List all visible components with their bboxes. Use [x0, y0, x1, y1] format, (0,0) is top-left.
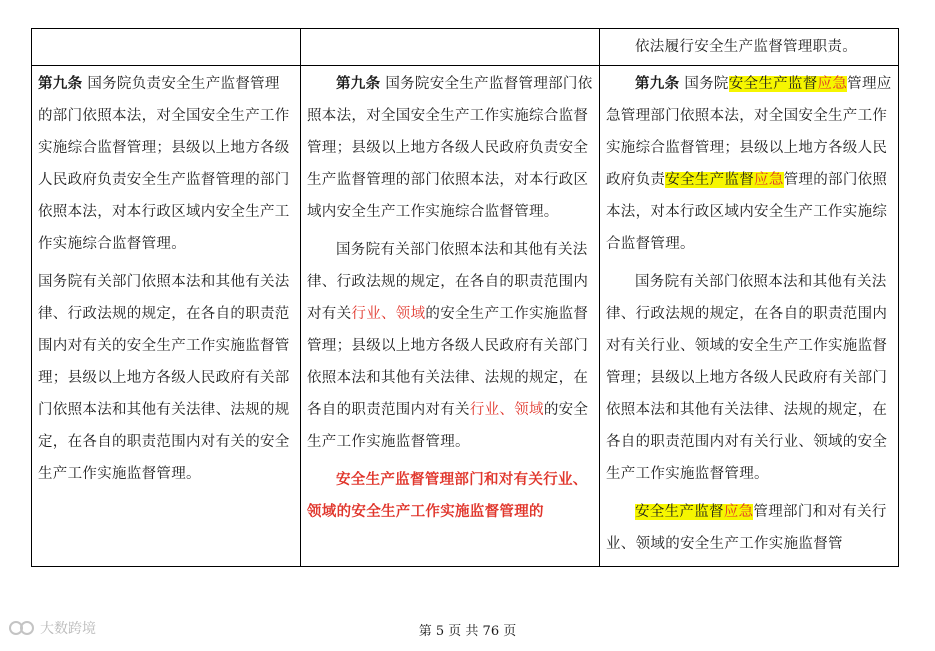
- watermark: [8, 618, 96, 638]
- col3-para2: 国务院有关部门依照本法和其他有关法律、行政法规的规定，在各自的职责范围内对有关行业、领域的安全生产工作实施监督管理；县级以上地方各级人民政府有关部门依照本法和其他有关法律、法规的规定，在各自的职责范围内对有关行业、领域的安全生产工作实施监督管理。: [606, 274, 888, 482]
- col1-para1-text: 国务院负责安全生产监督管理的部门依照本法，对全国安全生产工作实施综合监督管理；县级以上地方各级人民政府负责安全生产监督管理的部门依照本法，对本行政区域内安全生产工作实施综合监督管理。: [38, 76, 290, 252]
- cell-col1: [32, 66, 301, 567]
- col1-para2: 国务院有关部门依照本法和其他有关法律、行政法规的规定，在各自的职责范围内对有关的安全生产工作实施监督管理；县级以上地方各级人民政府有关部门依照本法和其他有关法律、法规的规定，在各自的职责范围内对有关的安全生产工作实施监督管理。: [38, 274, 290, 482]
- col3-para1-b: 管理应急管理部门依照本法，对全国安全生产工作实施综合监督管理；县级以上地方各级人民政府负责: [606, 76, 892, 188]
- comparison-table: [31, 28, 899, 567]
- col3-para1-a: 国务院: [684, 76, 729, 92]
- col2-para1-text: 国务院安全生产监督管理部门依照本法，对全国安全生产工作实施综合监督管理；县级以上地方各级人民政府负责安全生产监督管理的部门依照本法，对本行政区域内安全生产工作实施综合监督管理。: [307, 76, 593, 220]
- col3-para3-red: 应急: [723, 504, 754, 520]
- top-cell-col3-text: 依法履行安全生产监督管理职责。: [635, 39, 857, 55]
- col3-para1-hl2: 安全生产监督: [665, 172, 755, 188]
- col2-para2-red2: 行业、领域: [469, 402, 544, 418]
- cell-col2: [301, 66, 600, 567]
- col2-para1: [307, 68, 593, 228]
- col2-para3: 安全生产监督管理部门和对有关行业、领域的安全生产工作实施监督管理的: [307, 471, 588, 520]
- col3-para1-red2: 应急: [754, 172, 784, 188]
- watermark-logo-icon: [8, 619, 36, 637]
- watermark-text: 大数跨境: [40, 621, 96, 637]
- table-row: [32, 29, 899, 66]
- page-number: 第 5 页 共 76 页: [418, 624, 517, 639]
- col3-article-heading: 第九条: [635, 75, 680, 92]
- col2-para2-c: 的安全生产工作实施监督管理。: [307, 402, 589, 450]
- col3-para3-text: 管理部门和对有关行业、领域的安全生产工作实施监督管: [606, 504, 887, 552]
- table-row: [32, 66, 899, 567]
- top-cell-col2: [301, 29, 600, 66]
- col3-para3-hl: 安全生产监督: [635, 504, 724, 520]
- col1-para1: [38, 68, 294, 260]
- cell-col3: [600, 66, 899, 567]
- col2-article-heading: 第九条: [336, 75, 381, 92]
- col3-para1-c: 管理的部门依照本法，对本行政区域内安全生产工作实施综合监督管理。: [606, 172, 888, 252]
- col1-article-heading: 第九条: [38, 75, 83, 92]
- col3-para3: [606, 496, 892, 560]
- col3-para1: [606, 68, 892, 260]
- col3-para1-red1: 应急: [817, 76, 848, 92]
- col2-para2-b: 的安全生产工作实施监督管理；县级以上地方各级人民政府有关部门依照本法和其他有关法律、法规的规定，在各自的职责范围内对有关: [307, 306, 589, 418]
- col2-para2-a: 国务院有关部门依照本法和其他有关法律、行政法规的规定，在各自的职责范围内对有关: [307, 242, 589, 322]
- top-cell-col3: [600, 29, 899, 66]
- col3-para1-hl1: 安全生产监督: [728, 76, 818, 92]
- col2-para2-red1: 行业、领域: [351, 306, 426, 322]
- col2-para2: [307, 234, 593, 458]
- top-cell-col1: [32, 29, 301, 66]
